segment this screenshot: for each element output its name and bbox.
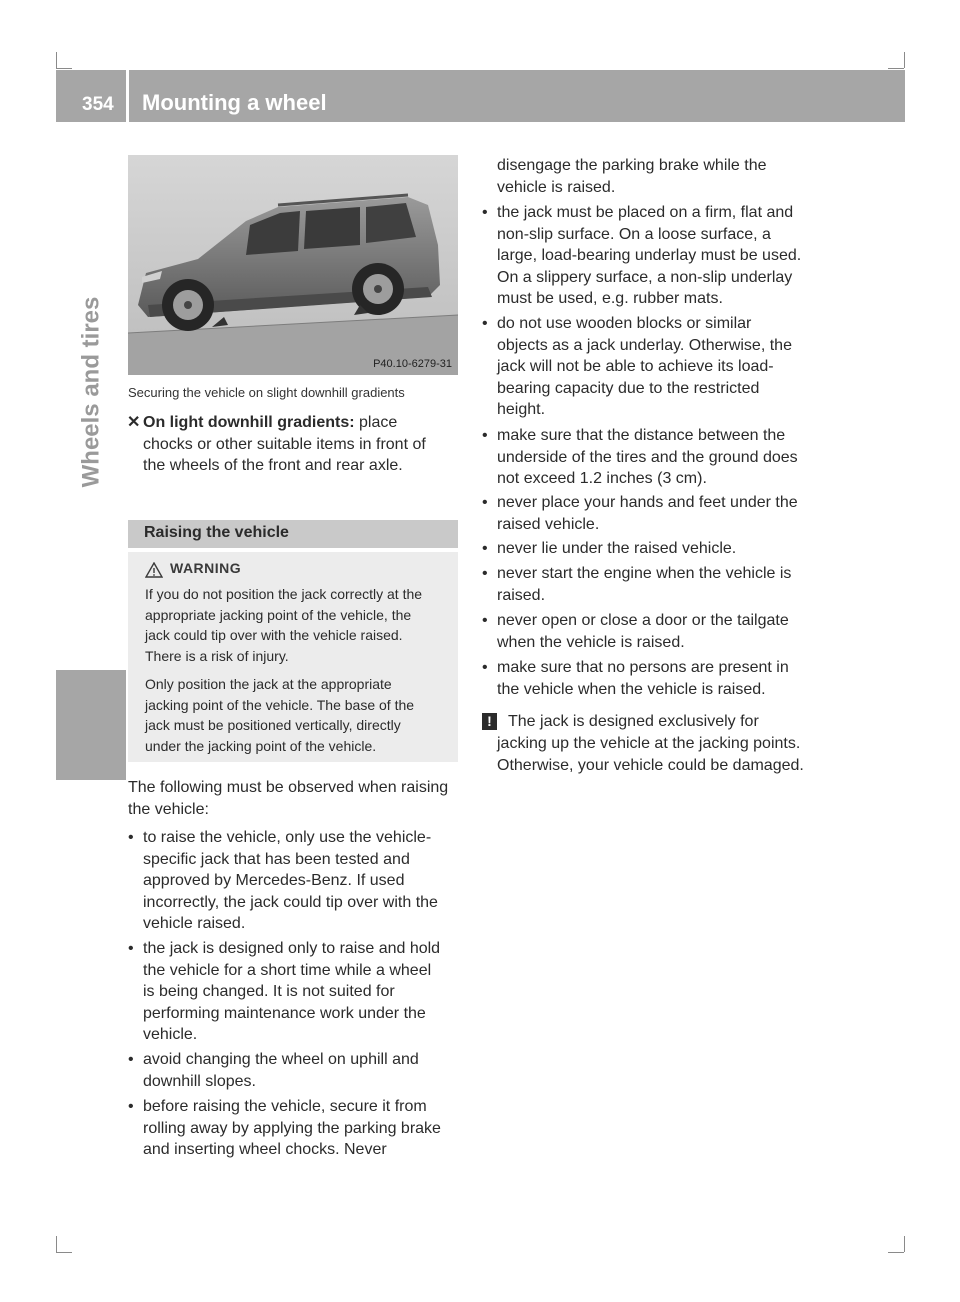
- list-item-line: never lie under the raised vehicle.: [497, 540, 737, 557]
- list-item-line: never open or close a door or the tailgate: [497, 612, 789, 629]
- warning-line: There is a risk of injury.: [145, 647, 289, 664]
- list-item-line: never place your hands and feet under the: [497, 494, 798, 511]
- warning-paragraph: [145, 674, 457, 756]
- list-item: [482, 492, 827, 537]
- warning-paragraph: [145, 584, 457, 666]
- bullet-icon: •: [128, 829, 134, 846]
- list-item-line: incorrectly, the jack could tip over with the: [143, 893, 438, 911]
- crop-mark: [888, 68, 904, 69]
- bullet-icon: •: [482, 565, 488, 582]
- list-item: [482, 610, 827, 655]
- list-item-line: performing maintenance work under the: [143, 1004, 426, 1022]
- crop-mark: [888, 1252, 904, 1253]
- list-item-line: objects as a jack underlay. Otherwise, the: [497, 336, 792, 354]
- side-tab-label: Wheels and tires: [77, 296, 105, 488]
- intro-line: the vehicle:: [128, 800, 209, 818]
- crop-mark: [904, 1236, 905, 1252]
- list-item-line: rolling away by applying the parking brake: [143, 1119, 441, 1137]
- bullet-icon: •: [482, 315, 488, 332]
- list-item-line: On a slippery surface, a non-slip underlay: [497, 268, 793, 286]
- note-line: Otherwise, your vehicle could be damaged.: [497, 756, 804, 774]
- note-line: jacking up the vehicle at the jacking points.: [497, 735, 801, 752]
- list-item-line: downhill slopes.: [143, 1072, 256, 1090]
- list-item-line: do not use wooden blocks or similar: [497, 315, 752, 332]
- note-first-line: The jack is designed exclusively for: [508, 713, 759, 730]
- step-text: the wheels of the front and rear axle.: [143, 457, 403, 474]
- exclamation-icon: !: [482, 713, 497, 730]
- list-item-line: underside of the tires and the ground does: [497, 448, 798, 466]
- warning-line: jacking point of the vehicle. The base of the: [145, 696, 415, 713]
- step-text: place: [354, 414, 398, 431]
- warning-line: under the jacking point of the vehicle.: [145, 737, 377, 754]
- crop-mark: [56, 68, 72, 69]
- bullet-icon: •: [128, 1051, 134, 1068]
- side-tab-marker: [56, 670, 126, 780]
- list-item-line: jack will not be able to achieve its load-: [497, 358, 774, 375]
- list-item: [482, 313, 827, 423]
- warning-line: If you do not position the jack correctly at the: [145, 586, 423, 602]
- list-item-line: approved by Mercedes-Benz. If used: [143, 872, 405, 889]
- list-item-line: and inserting wheel chocks. Never: [143, 1141, 387, 1158]
- bullet-icon: •: [482, 204, 488, 221]
- crop-mark: [56, 1252, 72, 1253]
- list-item-line: disengage the parking brake while the: [497, 157, 767, 174]
- bullet-icon: •: [482, 540, 488, 557]
- vehicle-photo: [128, 155, 458, 375]
- bullet-icon: •: [128, 1098, 134, 1115]
- warning-title: WARNING: [170, 560, 242, 576]
- figure-caption: Securing the vehicle on slight downhill gradients: [128, 385, 405, 400]
- step-label: On light downhill gradients:: [143, 414, 355, 431]
- list-item-line: avoid changing the wheel on uphill and: [143, 1051, 419, 1068]
- list-item-line: height.: [497, 401, 546, 418]
- note-body: [497, 733, 832, 776]
- bullet-icon: •: [482, 427, 488, 444]
- list-item-line: vehicle is raised.: [497, 178, 616, 196]
- intro-line: The following must be observed when raising: [128, 779, 449, 796]
- list-item-line: the jack must be placed on a firm, flat and: [497, 204, 794, 221]
- list-item: [128, 1096, 463, 1162]
- list-item-continuation: [497, 155, 827, 198]
- crop-mark: [56, 52, 57, 68]
- warning-line: Only position the jack at the appropriate: [145, 676, 392, 692]
- list-item-line: when the vehicle is raised.: [497, 633, 685, 651]
- list-item-line: never start the engine when the vehicle is: [497, 565, 792, 582]
- step-instruction: [143, 412, 461, 477]
- page-number: 354: [82, 94, 114, 115]
- list-item-line: the jack is designed only to raise and hold: [143, 940, 441, 957]
- image-code: P40.10-6279-31: [373, 358, 452, 370]
- list-item-line: to raise the vehicle, only use the vehicle-: [143, 829, 432, 846]
- list-item-line: the vehicle when the vehicle is raised.: [497, 680, 766, 698]
- list-item: [482, 657, 827, 702]
- list-item-line: specific jack that has been tested and: [143, 850, 410, 868]
- intro-paragraph: [128, 777, 463, 820]
- list-item-line: is being changed. It is not suited for: [143, 983, 395, 1000]
- step-marker-icon: ✕: [127, 414, 141, 431]
- list-item: [128, 827, 463, 937]
- vehicle-illustration: [128, 155, 458, 375]
- list-item-line: the vehicle for a short time while a wheel: [143, 961, 432, 979]
- warning-line: jack could tip over with the vehicle raised.: [145, 627, 403, 643]
- list-item-line: before raising the vehicle, secure it from: [143, 1098, 427, 1115]
- warning-triangle-icon: [145, 562, 163, 578]
- list-item: [482, 425, 827, 491]
- list-item-line: large, load-bearing underlay must be used.: [497, 247, 802, 264]
- list-item: [128, 1049, 463, 1094]
- list-item-line: not exceed 1.2 inches (3 cm).: [497, 470, 707, 487]
- header-divider: [126, 70, 129, 122]
- crop-mark: [904, 52, 905, 68]
- list-item: [482, 563, 827, 608]
- list-item-line: vehicle raised.: [143, 915, 246, 932]
- crop-mark: [56, 1236, 57, 1252]
- warning-line: jack must be positioned vertically, directly: [145, 717, 401, 733]
- warning-line: appropriate jacking point of the vehicle, the: [145, 606, 412, 623]
- list-item: [128, 938, 463, 1048]
- bullet-icon: •: [482, 659, 488, 676]
- step-text: chocks or other suitable items in front of: [143, 435, 426, 453]
- page-title: Mounting a wheel: [142, 90, 327, 115]
- list-item-line: raised.: [497, 586, 546, 604]
- list-item-line: make sure that the distance between the: [497, 427, 786, 444]
- list-item: [482, 202, 827, 312]
- list-item-line: make sure that no persons are present in: [497, 659, 789, 676]
- list-item-line: vehicle.: [143, 1026, 198, 1043]
- side-tab: [56, 122, 126, 662]
- list-item-line: must be used, e.g. rubber mats.: [497, 290, 723, 307]
- bullet-icon: •: [128, 940, 134, 957]
- bullet-icon: •: [482, 494, 488, 511]
- list-item-line: raised vehicle.: [497, 515, 600, 533]
- list-item: [482, 538, 827, 560]
- list-item-line: bearing capacity due to the restricted: [497, 379, 760, 397]
- bullet-icon: •: [482, 612, 488, 629]
- list-item-line: non-slip surface. On a loose surface, a: [497, 225, 771, 243]
- section-title: Raising the vehicle: [144, 524, 289, 541]
